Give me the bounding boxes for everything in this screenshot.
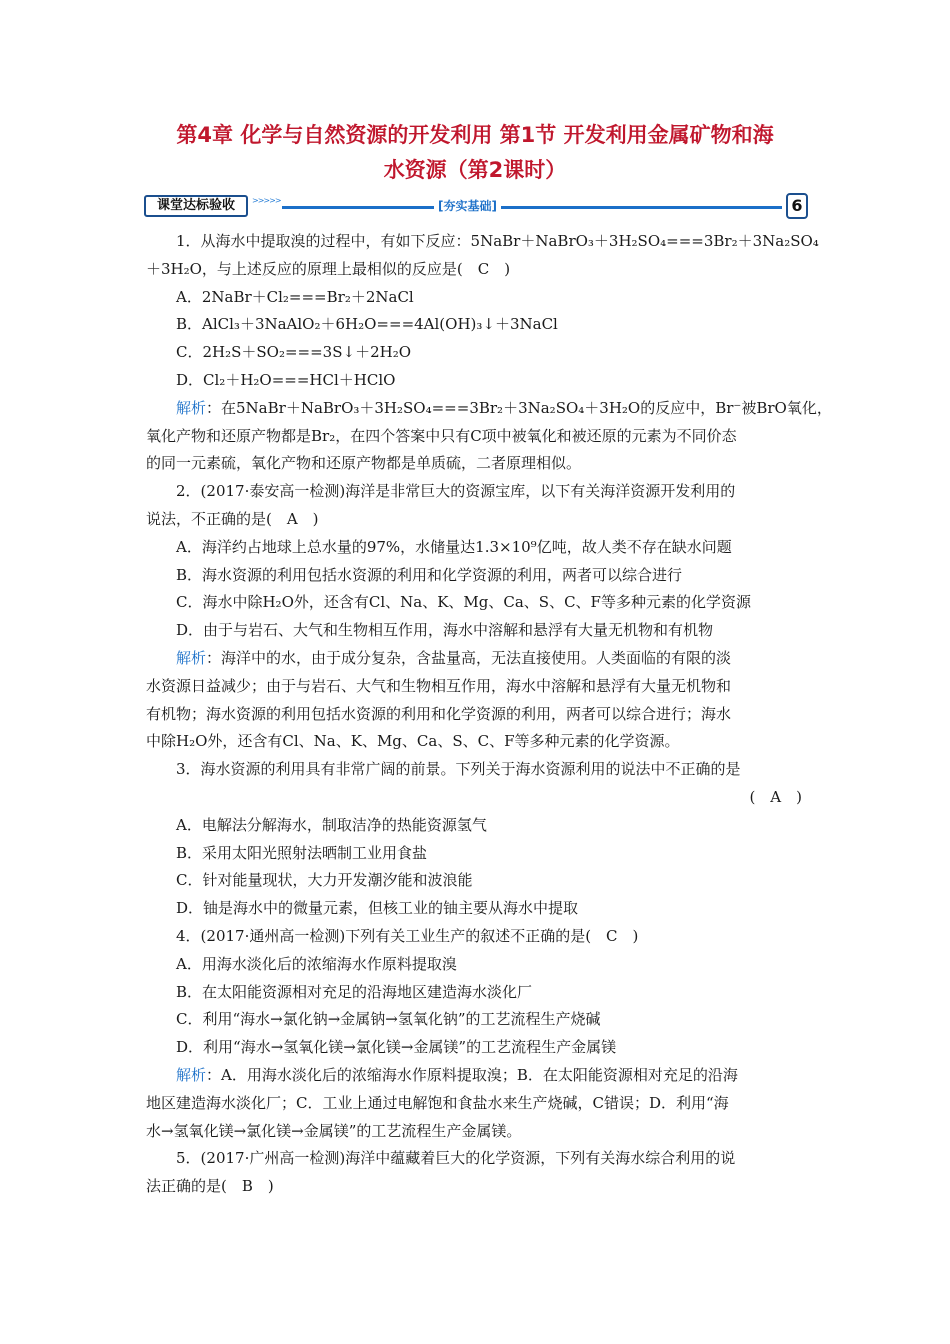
question-4 <box>146 923 806 1145</box>
arrow-decoration-icon: >>>>> <box>252 196 281 205</box>
question-3 <box>146 756 806 923</box>
option-b: B．在太阳能资源相对充足的沿海地区建造海水淡化厂 <box>176 982 533 1001</box>
option-d: D．Cl₂＋H₂O===HCl＋HClO <box>176 370 396 389</box>
title-line-1: 第4章 化学与自然资源的开发利用 第1节 开发利用金属矿物和海 <box>176 123 774 147</box>
option-b: B．采用太阳光照射法晒制工业用食盐 <box>176 843 428 862</box>
option-c: C．利用“海水→氯化钠→金属钠→氢氧化钠”的工艺流程生产烧碱 <box>176 1010 601 1029</box>
explanation-text: 水→氢氧化镁→氯化镁→金属镁”的工艺流程生产金属镁。 <box>146 1121 522 1140</box>
explanation-text: 的同一元素硫，氧化产物和还原产物都是单质硫，二者原理相似。 <box>146 454 582 473</box>
explanation: 解析：A．用海水淡化后的浓缩海水作原料提取溴；B．在太阳能资源相对充足的沿海 <box>176 1065 738 1084</box>
explanation-text: 中除H₂O外，还含有Cl、Na、K、Mg、Ca、S、C、F等多种元素的化学资源。 <box>146 732 680 751</box>
option-a: A．海洋约占地球上总水量的97%，水储量达1.3×10⁹亿吨，故人类不存在缺水问题 <box>176 537 732 556</box>
section-label: 课堂达标验收 <box>144 195 248 217</box>
explanation-text: 水资源日益减少；由于与岩石、大气和生物相互作用，海水中溶解和悬浮有大量无机物和 <box>146 676 732 695</box>
question-stem: 2．(2017·泰安高一检测)海洋是非常巨大的资源宝库，以下有关海洋资源开发利用的 <box>176 482 736 501</box>
explanation-label: 解析 <box>176 1065 207 1084</box>
question-stem: 5．(2017·广州高一检测)海洋中蕴藏着巨大的化学资源，下列有关海水综合利用的说 <box>176 1149 736 1168</box>
document-title <box>120 118 830 188</box>
question-stem: 4．(2017·通州高一检测)下列有关工业生产的叙述不正确的是( C ) <box>176 926 639 945</box>
explanation-text: 氧化产物和还原产物都是Br₂，在四个答案中只有C项中被氧化和被还原的元素为不同价态 <box>146 426 737 445</box>
explanation-text: 地区建造海水淡化厂；C．工业上通过电解饱和食盐水来生产烧碱，C错误；D．利用“海 <box>146 1093 729 1112</box>
question-1 <box>146 228 832 478</box>
explanation-label: 解析 <box>176 648 207 667</box>
question-stem: 法正确的是( B ) <box>146 1177 274 1196</box>
option-c: C．海水中除H₂O外，还含有Cl、Na、K、Mg、Ca、S、C、F等多种元素的化学资源 <box>176 593 751 612</box>
option-b: B．AlCl₃＋3NaAlO₂＋6H₂O===4Al(OH)₃↓＋3NaCl <box>176 315 558 334</box>
option-a: A．电解法分解海水，制取洁净的热能资源氢气 <box>176 815 487 834</box>
option-a: A．用海水淡化后的浓缩海水作原料提取溴 <box>176 954 457 973</box>
question-stem: 1．从海水中提取溴的过程中，有如下反应：5NaBr＋NaBrO₃＋3H₂SO₄===3Br₂＋3Na₂SO₄ <box>176 232 819 250</box>
title-line-2: 水资源（第2课时） <box>383 158 567 182</box>
question-list <box>146 228 832 1201</box>
explanation: 解析：在5NaBr＋NaBrO₃＋3H₂SO₄===3Br₂＋3Na₂SO₄＋3H₂O的反应中，Br⁻被BrO氧化， <box>176 398 832 417</box>
section-tag: [夯实基础] <box>434 196 501 216</box>
option-c: C．针对能量现状，大力开发潮汐能和波浪能 <box>176 871 473 890</box>
question-stem: ＋3H₂O，与上述反应的原理上最相似的反应是( C ) <box>146 259 511 278</box>
explanation-text: 有机物；海水资源的利用包括水资源的利用和化学资源的利用，两者可以综合进行；海水 <box>146 704 732 723</box>
section-banner <box>144 193 808 221</box>
banner-divider <box>282 206 782 209</box>
option-d: D．铀是海水中的微量元素，但核工业的铀主要从海水中提取 <box>176 899 579 918</box>
question-stem: 3．海水资源的利用具有非常广阔的前景。下列关于海水资源利用的说法中不正确的是 <box>176 760 741 779</box>
question-5 <box>146 1145 806 1201</box>
explanation-label: 解析 <box>176 398 207 417</box>
question-2 <box>146 478 806 756</box>
option-a: A．2NaBr＋Cl₂===Br₂＋2NaCl <box>176 287 414 306</box>
answer: ( A ) <box>749 787 802 806</box>
option-d: D．由于与岩石、大气和生物相互作用，海水中溶解和悬浮有大量无机物和有机物 <box>176 621 714 640</box>
question-stem: 说法，不正确的是( A ) <box>146 509 319 528</box>
section-number: 6 <box>786 193 808 219</box>
option-d: D．利用“海水→氢氧化镁→氯化镁→金属镁”的工艺流程生产金属镁 <box>176 1038 617 1057</box>
explanation: 解析：海洋中的水，由于成分复杂，含盐量高，无法直接使用。人类面临的有限的淡 <box>176 648 732 667</box>
option-b: B．海水资源的利用包括水资源的利用和化学资源的利用，两者可以综合进行 <box>176 565 683 584</box>
option-c: C．2H₂S＋SO₂===3S↓＋2H₂O <box>176 343 412 362</box>
